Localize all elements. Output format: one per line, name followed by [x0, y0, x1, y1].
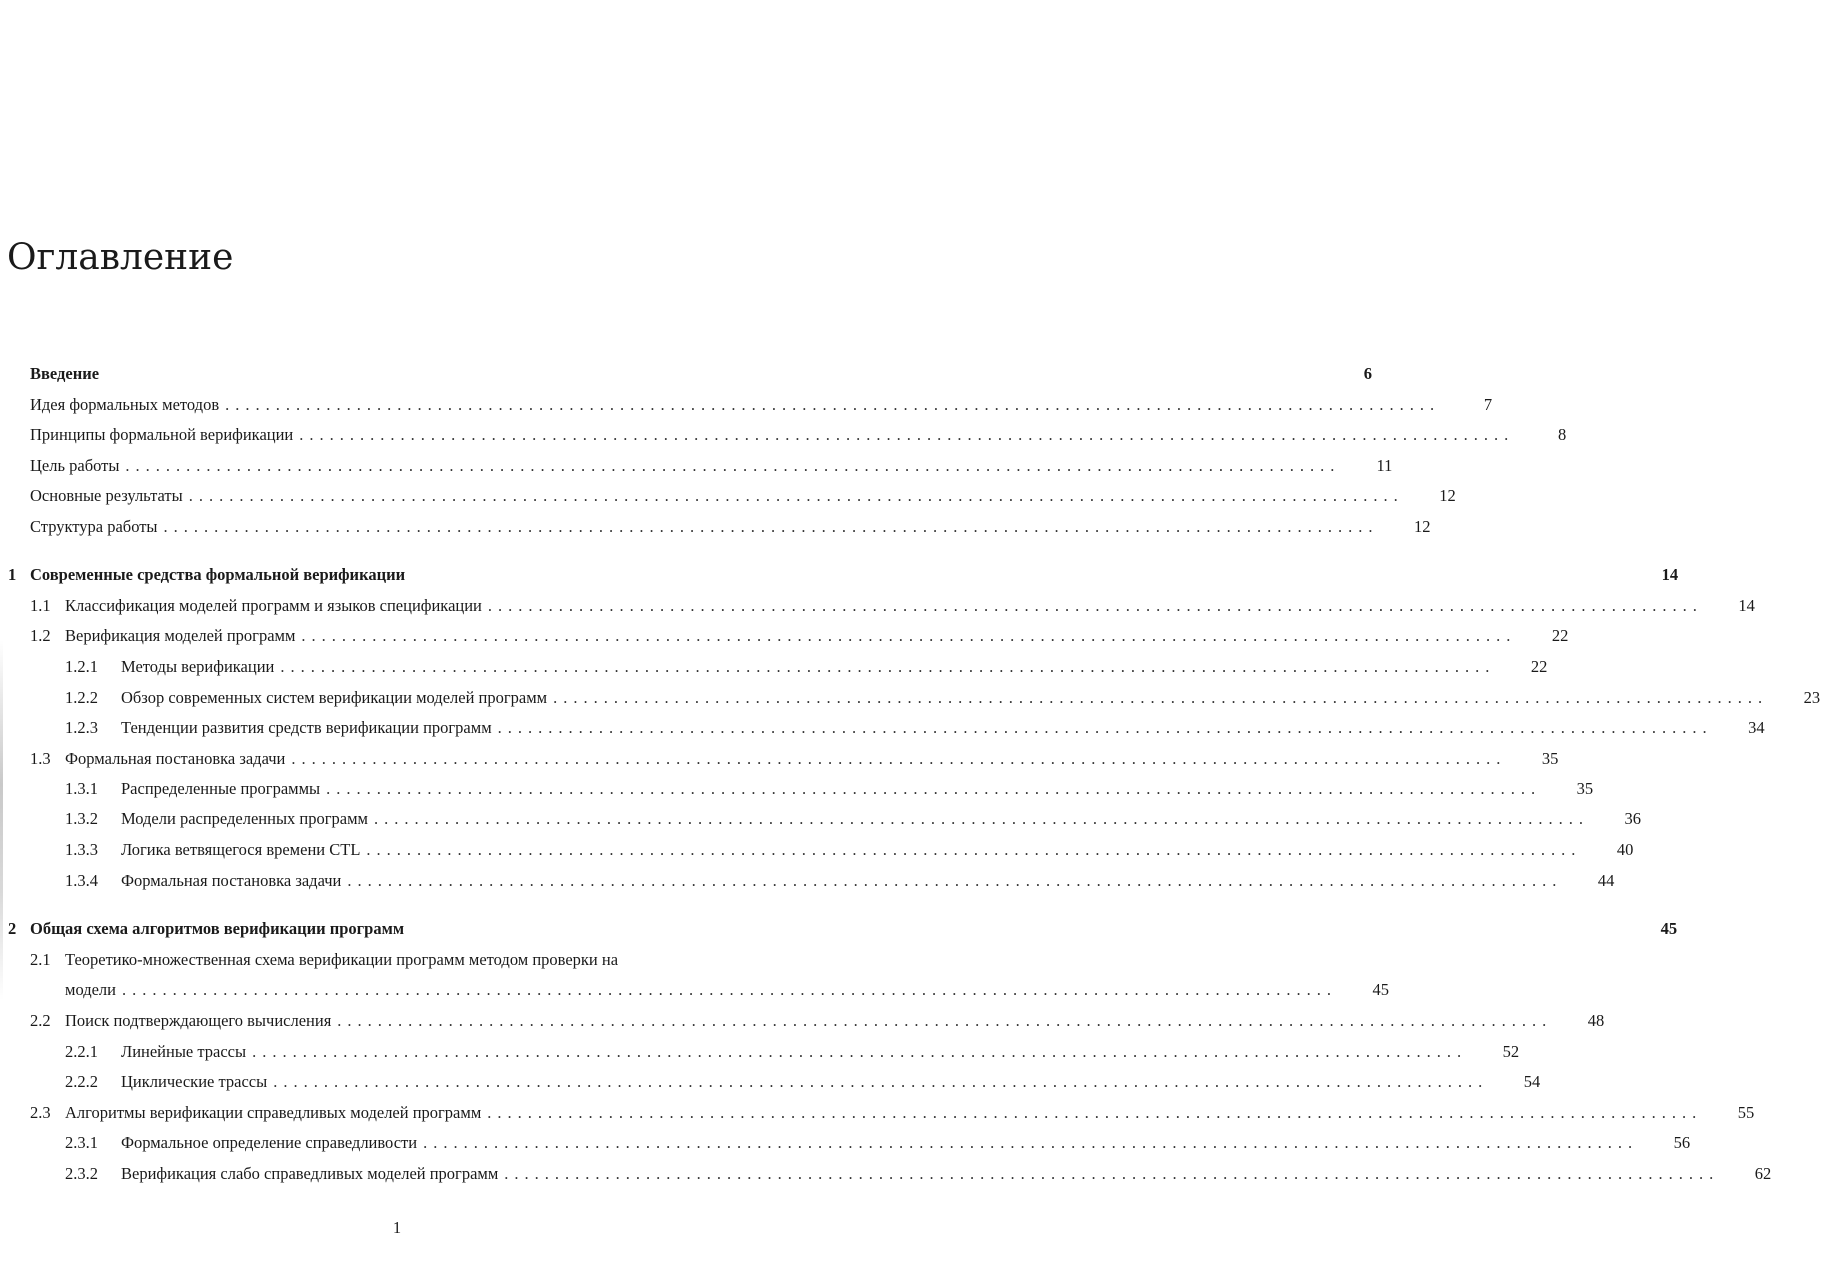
toc-entry-page: 34 [1748, 718, 1765, 737]
toc-entry-page: 54 [1523, 1072, 1541, 1091]
toc-entry-number: 2.1 [30, 950, 51, 969]
toc-entry-page: 12 [1439, 486, 1456, 505]
toc-entry-continuation[interactable] [0, 977, 1389, 1003]
toc-entry[interactable] [0, 916, 1678, 942]
toc-entry-title-continuation: модели [65, 980, 116, 999]
toc-entry-title: Верификация моделей программ [65, 626, 296, 645]
toc-entry-title: Формальная постановка задачи [65, 749, 286, 768]
toc-entry[interactable] [0, 868, 1615, 894]
toc-entry[interactable] [0, 453, 1393, 479]
toc-entry[interactable] [0, 514, 1431, 540]
toc-entry-title: Общая схема алгоритмов верификации программ [30, 919, 405, 938]
toc-entry[interactable] [0, 746, 1559, 772]
toc-entry-title: Принципы формальной верификации [30, 425, 294, 444]
toc-entry[interactable] [0, 1069, 1541, 1095]
toc-entry-page: 52 [1502, 1042, 1520, 1061]
toc-entry-page: 22 [1530, 657, 1548, 676]
toc-entry[interactable] [0, 593, 1755, 619]
toc-entry-title: Логика ветвящегося времени CTL [121, 840, 361, 859]
dot-leader: ........................................................................................................................ [347, 871, 1563, 890]
toc-entry-page: 35 [1541, 749, 1559, 768]
toc-entry-page: 36 [1624, 809, 1641, 828]
toc-entry-page: 6 [1363, 364, 1373, 383]
toc-entry-page: 14 [1661, 565, 1679, 584]
toc-entry[interactable] [0, 837, 1634, 863]
dot-leader: ........................................................................................................................ [497, 718, 1713, 737]
dot-leader: ........................................................................................................................ [423, 1133, 1639, 1152]
toc-entry-number: 1.1 [30, 596, 51, 615]
dot-leader: ........................................................................................................................ [280, 657, 1496, 676]
toc-entry-number: 2.2.2 [65, 1072, 98, 1091]
toc-entry-page: 55 [1737, 1103, 1755, 1122]
toc-entry-number: 1.3.4 [65, 871, 98, 890]
dot-leader: ........................................................................................................................ [553, 688, 1769, 707]
toc-entry-title: Формальная постановка задачи [121, 871, 342, 890]
toc-entry-title: Классификация моделей программ и языков спецификации [65, 596, 482, 615]
toc-entry[interactable] [0, 1130, 1691, 1156]
dot-leader: ........................................................................................................................ [188, 486, 1404, 505]
toc-entry-number: 1.3.2 [65, 809, 98, 828]
dot-leader: ........................................................................................................................ [273, 1072, 1489, 1091]
toc-entry-title: Поиск подтверждающего вычисления [65, 1011, 332, 1030]
toc-entry[interactable] [0, 776, 1594, 802]
toc-entry-number: 1.2.3 [65, 718, 98, 737]
dot-leader: ........................................................................................................................ [487, 1103, 1703, 1122]
toc-entry-page: 62 [1754, 1164, 1772, 1183]
page-title: Оглавление [7, 237, 234, 278]
toc-entry-title: Распределенные программы [121, 779, 321, 798]
toc-entry-title: Верификация слабо справедливых моделей программ [121, 1164, 499, 1183]
dot-leader: ........................................................................................................................ [301, 626, 1517, 645]
toc-entry-page: 23 [1803, 688, 1821, 707]
toc-entry[interactable] [0, 947, 794, 973]
toc-entry[interactable] [0, 483, 1456, 509]
toc-entry-number: 2.3 [30, 1103, 51, 1122]
toc-entry-number: 1 [8, 565, 17, 584]
toc-entry[interactable] [0, 562, 1679, 588]
dot-leader: ........................................................................................................................ [487, 596, 1703, 615]
toc-entry[interactable] [0, 623, 1569, 649]
toc-entry-title: Идея формальных методов [30, 395, 220, 414]
toc-entry-title: Цель работы [30, 456, 120, 475]
toc-entry[interactable] [0, 422, 1567, 448]
toc-entry-number: 1.2.2 [65, 688, 98, 707]
toc-entry-number: 1.3 [30, 749, 51, 768]
toc-entry-page: 11 [1376, 456, 1393, 475]
toc-entry-title: Структура работы [30, 517, 158, 536]
toc-entry-page: 7 [1483, 395, 1493, 414]
toc-entry[interactable] [0, 806, 1641, 832]
toc-entry[interactable] [0, 1008, 1605, 1034]
toc-entry-page: 8 [1558, 425, 1567, 444]
toc-entry[interactable] [0, 715, 1765, 741]
dot-leader: ........................................................................................................................ [299, 425, 1515, 444]
toc-entry-number: 2.3.2 [65, 1164, 98, 1183]
toc-entry-page: 22 [1551, 626, 1569, 645]
dot-leader: ........................................................................................................................ [163, 517, 1379, 536]
toc-entry[interactable] [0, 361, 1373, 387]
dot-leader: ........................................................................................................................ [122, 980, 1337, 999]
toc-entry[interactable] [0, 654, 1548, 680]
toc-entry-title: Линейные трассы [121, 1042, 247, 1061]
toc-entry-page: 48 [1587, 1011, 1605, 1030]
toc-entry-page: 56 [1673, 1133, 1691, 1152]
toc-entry[interactable] [0, 1161, 1772, 1187]
toc-entry-number: 1.3.3 [65, 840, 98, 859]
toc-entry-title: Современные средства формальной верификации [30, 565, 406, 584]
toc-entry[interactable] [0, 392, 1493, 418]
page-number: 1 [392, 1218, 402, 1237]
toc-entry-number: 2.2.1 [65, 1042, 98, 1061]
toc-entry-page: 12 [1414, 517, 1431, 536]
dot-leader: ........................................................................................................................ [326, 779, 1542, 798]
dot-leader: ........................................................................................................................ [504, 1164, 1720, 1183]
toc-entry-number: 1.2.1 [65, 657, 98, 676]
toc-entry-number: 2 [8, 919, 17, 938]
dot-leader: ........................................................................................................................ [125, 456, 1341, 475]
toc-entry-page: 14 [1738, 596, 1755, 615]
toc-entry-title: Тенденции развития средств верификации программ [121, 718, 492, 737]
toc-entry-title: Модели распределенных программ [121, 809, 368, 828]
toc-entry-title: Теоретико-множественная схема верификации программ методом проверки на [65, 950, 619, 969]
dot-leader: ........................................................................................................................ [225, 395, 1441, 414]
toc-entry-title: Алгоритмы верификации справедливых моделей программ [65, 1103, 482, 1122]
toc-entry-page: 40 [1616, 840, 1634, 859]
dot-leader: ........................................................................................................................ [373, 809, 1589, 828]
toc-entry-number: 2.3.1 [65, 1133, 98, 1152]
toc-entry[interactable] [0, 1100, 1755, 1126]
toc-entry-page: 44 [1597, 871, 1615, 890]
toc-entry-title: Методы верификации [121, 657, 275, 676]
toc-entry-title: Циклические трассы [121, 1072, 268, 1091]
toc-entry-page: 45 [1372, 980, 1389, 999]
dot-leader: ........................................................................................................................ [291, 749, 1507, 768]
toc-entry-page: 35 [1576, 779, 1594, 798]
toc-entry-number: 1.3.1 [65, 779, 98, 798]
toc-entry-number: 1.2 [30, 626, 51, 645]
toc-entry[interactable] [0, 685, 1821, 711]
dot-leader: ........................................................................................................................ [252, 1042, 1468, 1061]
toc-entry-title: Формальное определение справедливости [121, 1133, 418, 1152]
toc-entry-title: Обзор современных систем верификации моделей программ [121, 688, 548, 707]
toc-entry[interactable] [0, 1039, 1520, 1065]
dot-leader: ........................................................................................................................ [337, 1011, 1553, 1030]
toc-entry-title: Введение [30, 364, 100, 383]
toc-entry-page: 45 [1660, 919, 1678, 938]
dot-leader: ........................................................................................................................ [366, 840, 1582, 859]
toc-entry-title: Основные результаты [30, 486, 183, 505]
toc-entry-number: 2.2 [30, 1011, 51, 1030]
